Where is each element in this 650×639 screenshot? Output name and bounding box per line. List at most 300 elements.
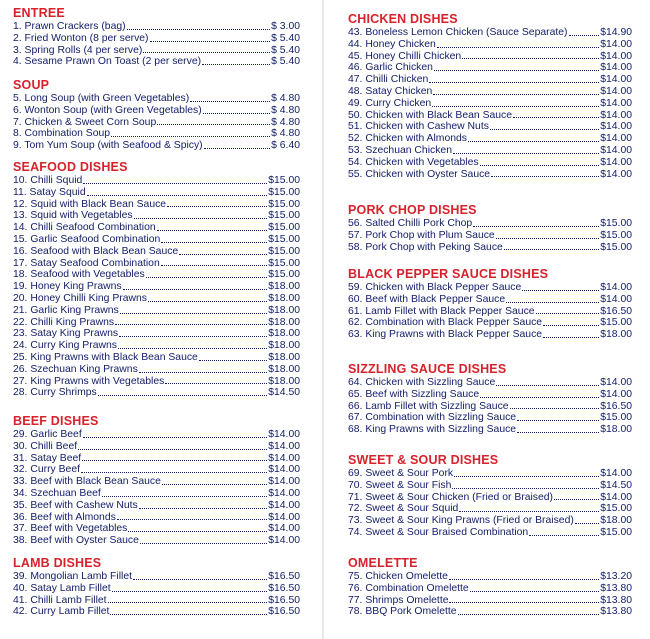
- menu-item-price: $18.00: [268, 340, 300, 352]
- menu-item: [13, 364, 300, 376]
- section-black-pepper-sauce-dishes: [348, 267, 632, 341]
- section-seafood-dishes: [13, 160, 300, 399]
- menu-item-price: $15.00: [600, 218, 632, 229]
- dot-leader: [108, 602, 268, 603]
- section-pork-chop-dishes: [348, 203, 632, 253]
- menu-item-name: 67. Combination with Sizzling Sauce: [348, 412, 517, 424]
- dot-leader: [462, 58, 599, 59]
- dot-leader: [453, 153, 599, 154]
- dot-leader: [190, 101, 270, 102]
- menu-item: [348, 218, 632, 230]
- menu-item: [13, 140, 300, 152]
- menu-item-name: 1. Prawn Crackers (bag): [13, 21, 126, 32]
- menu-item: [13, 340, 300, 352]
- menu-item: [13, 222, 300, 234]
- dot-leader: [98, 395, 267, 396]
- menu-item-price: $15.00: [600, 526, 632, 538]
- menu-item-name: 68. King Prawns with Sizzling Sauce: [348, 424, 517, 436]
- dot-leader: [120, 313, 268, 314]
- menu-item: [13, 571, 300, 583]
- menu-item-price: $14.00: [268, 452, 300, 464]
- menu-item: [13, 512, 300, 524]
- section-sizzling-sauce-dishes: [348, 362, 632, 436]
- dot-leader: [115, 324, 267, 325]
- menu-item-price: $14.00: [600, 144, 632, 156]
- menu-item-name: 40. Satay Lamb Fillet: [13, 582, 111, 594]
- menu-item-price: $15.00: [600, 241, 632, 253]
- menu-item-price: $18.00: [268, 281, 300, 293]
- dot-leader: [491, 176, 599, 177]
- menu-item-price: $ 4.80: [271, 93, 300, 104]
- menu-item-price: $13.80: [600, 582, 632, 594]
- dot-leader: [87, 195, 268, 196]
- dot-leader: [165, 383, 267, 384]
- menu-item-price: $15.00: [600, 317, 632, 329]
- menu-item-name: 73. Sweet & Sour King Prawns (Fried or Braised): [348, 515, 574, 527]
- menu-item-name: 5. Long Soup (with Green Vegetables): [13, 93, 190, 104]
- menu-item-price: $15.00: [268, 186, 300, 198]
- menu-item-price: $18.00: [600, 515, 632, 527]
- menu-item: [13, 535, 300, 547]
- dot-leader: [117, 519, 267, 520]
- menu-item-price: $16.50: [268, 571, 300, 582]
- menu-item-price: $15.00: [600, 503, 632, 515]
- dot-leader: [432, 106, 599, 107]
- menu-item-name: 6. Wonton Soup (with Green Vegetables): [13, 104, 202, 116]
- dot-leader: [536, 313, 600, 314]
- dot-leader: [204, 148, 270, 149]
- menu-item: [13, 56, 300, 68]
- dot-leader: [110, 614, 267, 615]
- menu-item-name: 42. Curry Lamb Fillet: [13, 606, 110, 618]
- section-title: SEAFOOD DISHES: [13, 160, 128, 174]
- menu-item: [348, 571, 632, 583]
- dot-leader: [496, 238, 600, 239]
- menu-item-price: $ 4.80: [271, 104, 300, 116]
- menu-item-price: $14.00: [600, 377, 632, 388]
- menu-item-name: 57. Pork Chop with Plum Sauce: [348, 229, 495, 241]
- menu-item-price: $ 3.00: [271, 21, 300, 32]
- menu-item-price: $14.00: [600, 74, 632, 86]
- menu-item: [13, 305, 300, 317]
- menu-item-name: 11. Satay Squid: [13, 186, 86, 198]
- menu-item-name: 26. Szechuan King Prawns: [13, 363, 138, 375]
- menu-item-price: $ 5.40: [271, 56, 300, 68]
- dot-leader: [118, 348, 267, 349]
- dot-leader: [543, 325, 599, 326]
- menu-item: [13, 21, 300, 33]
- menu-item: [348, 480, 632, 492]
- menu-item: [13, 595, 300, 607]
- menu-item-price: $14.00: [268, 487, 300, 499]
- menu-item: [348, 329, 632, 341]
- menu-item-name: 43. Boneless Lemon Chicken (Sauce Separate): [348, 27, 568, 38]
- menu-item-price: $14.90: [600, 27, 632, 38]
- menu-item-price: $14.00: [600, 388, 632, 400]
- menu-item: [13, 387, 300, 399]
- menu-item-price: $14.00: [600, 85, 632, 97]
- menu-item-price: $16.50: [600, 305, 632, 317]
- menu-item: [348, 306, 632, 318]
- menu-item-price: $15.00: [268, 245, 300, 257]
- menu-item: [348, 98, 632, 110]
- menu-item: [348, 282, 632, 294]
- dot-leader: [434, 70, 599, 71]
- menu-item: [348, 86, 632, 98]
- dot-leader: [112, 591, 268, 592]
- menu-item-name: 2. Fried Wonton (8 per serve): [13, 32, 149, 44]
- menu-item-name: 54. Chicken with Vegetables: [348, 156, 479, 168]
- dot-leader: [148, 301, 267, 302]
- menu-item: [348, 412, 632, 424]
- menu-item: [13, 441, 300, 453]
- section-title: PORK CHOP DISHES: [348, 203, 477, 217]
- menu-item: [13, 429, 300, 441]
- menu-item-price: $14.00: [600, 168, 632, 180]
- dot-leader: [459, 511, 599, 512]
- dot-leader: [199, 360, 267, 361]
- menu-item-name: 71. Sweet & Sour Chicken (Fried or Braised): [348, 491, 554, 503]
- menu-item: [13, 117, 300, 129]
- menu-item-name: 12. Squid with Black Bean Sauce: [13, 198, 167, 210]
- menu-item-price: $16.50: [268, 594, 300, 606]
- section-title: ENTREE: [13, 6, 65, 20]
- menu-item-name: 29. Garlic Beef: [13, 429, 82, 440]
- dot-leader: [504, 249, 599, 250]
- menu-item-price: $14.00: [600, 97, 632, 109]
- menu-item-price: $18.00: [268, 328, 300, 340]
- menu-item-price: $14.00: [600, 468, 632, 479]
- menu-column-left: [0, 0, 324, 639]
- dot-leader: [111, 136, 270, 137]
- menu-item: [13, 464, 300, 476]
- menu-item-name: 16. Seafood with Black Bean Sauce: [13, 245, 179, 257]
- menu-item-price: $14.00: [600, 156, 632, 168]
- menu-item-name: 41. Chilli Lamb Fillet: [13, 594, 107, 606]
- menu-item-price: $ 4.80: [271, 128, 300, 140]
- menu-item: [13, 246, 300, 258]
- menu-item-name: 24. Curry King Prawns: [13, 340, 117, 352]
- menu-item: [348, 51, 632, 63]
- menu-item-price: $14.50: [268, 387, 300, 399]
- section-omelette: [348, 556, 632, 618]
- menu-item: [348, 169, 632, 181]
- menu-item: [348, 401, 632, 413]
- menu-item-price: $13.80: [600, 606, 632, 618]
- menu-item-price: $14.00: [600, 121, 632, 133]
- section-title: OMELETTE: [348, 556, 418, 570]
- menu-item-name: 62. Combination with Black Pepper Sauce: [348, 317, 543, 329]
- menu-item-price: $15.00: [268, 198, 300, 210]
- menu-item-price: $14.00: [268, 523, 300, 535]
- menu-item: [13, 175, 300, 187]
- dot-leader: [510, 408, 600, 409]
- dot-leader: [139, 372, 267, 373]
- menu-item: [348, 583, 632, 595]
- dot-leader: [123, 289, 268, 290]
- section-chicken-dishes: [348, 12, 632, 180]
- section-title: CHICKEN DISHES: [348, 12, 458, 26]
- dot-leader: [529, 535, 599, 536]
- dot-leader: [133, 579, 267, 580]
- menu-item-price: $15.00: [600, 412, 632, 424]
- menu-item-name: 51. Chicken with Cashew Nuts: [348, 121, 489, 133]
- dot-leader: [81, 472, 267, 473]
- dot-leader: [554, 499, 599, 500]
- menu-item-name: 19. Honey King Prawns: [13, 281, 122, 293]
- menu-item-price: $14.00: [268, 464, 300, 476]
- menu-item-price: $14.00: [268, 440, 300, 452]
- menu-item: [348, 606, 632, 618]
- menu-item-name: 69. Sweet & Sour Pork: [348, 468, 454, 479]
- menu-item-name: 7. Chicken & Sweet Corn Soup: [13, 116, 157, 128]
- menu-item-price: $18.00: [600, 329, 632, 341]
- dot-leader: [102, 496, 267, 497]
- menu-item-price: $18.00: [268, 304, 300, 316]
- menu-item-price: $15.00: [268, 222, 300, 234]
- menu-item-name: 52. Chicken with Almonds: [348, 133, 467, 145]
- menu-item: [348, 39, 632, 51]
- menu-item: [348, 242, 632, 254]
- dot-leader: [490, 129, 599, 130]
- menu-item-name: 72. Sweet & Sour Squid: [348, 503, 459, 515]
- dot-leader: [480, 397, 599, 398]
- dot-leader: [150, 41, 271, 42]
- menu-item-name: 15. Garlic Seafood Combination: [13, 233, 161, 245]
- menu-item: [13, 33, 300, 45]
- menu-item-price: $13.80: [600, 594, 632, 606]
- menu-item-price: $ 5.40: [271, 44, 300, 56]
- menu-item: [13, 328, 300, 340]
- menu-item-price: $14.00: [268, 429, 300, 440]
- dot-leader: [161, 265, 267, 266]
- dot-leader: [449, 602, 599, 603]
- menu-column-right: [324, 0, 650, 639]
- menu-item-price: $18.00: [268, 375, 300, 387]
- section-title: BEEF DISHES: [13, 414, 99, 428]
- menu-item-name: 53. Szechuan Chicken: [348, 144, 452, 156]
- menu-item-name: 21. Garlic King Prawns: [13, 304, 119, 316]
- menu-item-name: 75. Chicken Omelette: [348, 571, 448, 582]
- menu-item-price: $18.00: [268, 292, 300, 304]
- menu-item-name: 23. Satay King Prawns: [13, 328, 119, 340]
- menu-item: [348, 230, 632, 242]
- dot-leader: [162, 484, 267, 485]
- menu-item-price: $14.00: [268, 476, 300, 488]
- section-title: LAMB DISHES: [13, 556, 102, 570]
- menu-item-name: 70. Sweet & Sour Fish: [348, 479, 452, 491]
- dot-leader: [157, 124, 270, 125]
- menu-item: [13, 210, 300, 222]
- menu-item: [13, 293, 300, 305]
- menu-item-price: $14.50: [600, 479, 632, 491]
- menu-item-name: 31. Satay Beef: [13, 452, 82, 464]
- menu-item: [348, 595, 632, 607]
- menu-item: [348, 515, 632, 527]
- menu-item-name: 8. Combination Soup: [13, 128, 111, 140]
- dot-leader: [454, 476, 599, 477]
- menu-item: [348, 468, 632, 480]
- menu-item: [348, 492, 632, 504]
- menu-item-price: $14.00: [268, 535, 300, 547]
- dot-leader: [437, 47, 599, 48]
- menu-item-price: $14.00: [600, 62, 632, 74]
- menu-item-name: 4. Sesame Prawn On Toast (2 per serve): [13, 56, 202, 68]
- menu-item-name: 39. Mongolian Lamb Fillet: [13, 571, 132, 582]
- menu-item: [13, 45, 300, 57]
- menu-item-name: 77. Shrimps Omelette: [348, 594, 449, 606]
- menu-item-price: $18.00: [600, 424, 632, 436]
- menu-item-price: $15.00: [268, 233, 300, 245]
- dot-leader: [128, 531, 267, 532]
- menu-item: [13, 352, 300, 364]
- menu-item-name: 45. Honey Chilli Chicken: [348, 50, 462, 62]
- menu-item: [348, 74, 632, 86]
- menu-item-name: 66. Lamb Fillet with Sizzling Sauce: [348, 400, 509, 412]
- menu-item-name: 35. Beef with Cashew Nuts: [13, 499, 138, 511]
- menu-item-name: 49. Curry Chicken: [348, 97, 432, 109]
- section-title: BLACK PEPPER SAUCE DISHES: [348, 267, 549, 281]
- dot-leader: [496, 385, 599, 386]
- menu-item: [13, 606, 300, 618]
- menu-item-price: $14.00: [600, 38, 632, 50]
- dot-leader: [83, 183, 267, 184]
- dot-leader: [433, 94, 599, 95]
- menu-item: [13, 105, 300, 117]
- menu-item: [13, 187, 300, 199]
- menu-item-price: $14.00: [600, 293, 632, 305]
- menu-item-price: $18.00: [268, 351, 300, 363]
- dot-leader: [452, 488, 599, 489]
- menu-item-price: $ 5.40: [271, 32, 300, 44]
- menu-item-name: 46. Garlic Chicken: [348, 62, 433, 74]
- menu-item-price: $15.00: [268, 269, 300, 281]
- menu-item-name: 36. Beef with Almonds: [13, 511, 116, 523]
- menu-item-name: 25. King Prawns with Black Bean Sauce: [13, 351, 198, 363]
- menu-item-price: $15.00: [268, 175, 300, 186]
- menu-item-name: 33. Beef with Black Bean Sauce: [13, 476, 161, 488]
- menu-item: [348, 27, 632, 39]
- menu-item-name: 44. Honey Chicken: [348, 38, 436, 50]
- menu-item-price: $14.00: [600, 282, 632, 293]
- menu-item-name: 65. Beef with Sizzling Sauce: [348, 388, 480, 400]
- menu-item-price: $14.00: [268, 499, 300, 511]
- menu-item-name: 74. Sweet & Sour Braised Combination: [348, 526, 529, 538]
- menu-item-name: 22. Chilli King Prawns: [13, 316, 115, 328]
- menu-item: [13, 488, 300, 500]
- menu-item: [348, 503, 632, 515]
- dot-leader: [522, 290, 599, 291]
- menu-item-name: 32. Curry Beef: [13, 464, 80, 476]
- menu-item-price: $ 6.40: [271, 140, 300, 152]
- menu-item: [13, 234, 300, 246]
- dot-leader: [119, 336, 267, 337]
- dot-leader: [575, 523, 599, 524]
- section-title: SOUP: [13, 78, 50, 92]
- menu-item: [13, 583, 300, 595]
- menu-item-price: $14.00: [268, 511, 300, 523]
- menu-item-name: 56. Salted Chilli Pork Chop: [348, 218, 473, 229]
- menu-item-price: $18.00: [268, 363, 300, 375]
- menu-item-name: 18. Seafood with Vegetables: [13, 269, 145, 281]
- dot-leader: [202, 64, 270, 65]
- menu-item-name: 78. BBQ Pork Omelette: [348, 606, 457, 618]
- menu-item: [348, 133, 632, 145]
- menu-item: [348, 294, 632, 306]
- section-entree: [13, 6, 300, 68]
- menu-item: [348, 424, 632, 436]
- dot-leader: [517, 432, 599, 433]
- dot-leader: [179, 254, 267, 255]
- dot-leader: [506, 302, 599, 303]
- dot-leader: [543, 337, 599, 338]
- menu-item: [13, 523, 300, 535]
- section-soup: [13, 78, 300, 152]
- dot-leader: [468, 141, 599, 142]
- section-beef-dishes: [13, 414, 300, 547]
- section-lamb-dishes: [13, 556, 300, 618]
- menu-item-price: $13.20: [600, 571, 632, 582]
- menu-item-name: 37. Beef with Vegetables: [13, 523, 128, 535]
- menu-item-name: 63. King Prawns with Black Pepper Sauce: [348, 329, 543, 341]
- menu-item-price: $16.50: [268, 582, 300, 594]
- dot-leader: [146, 277, 268, 278]
- menu-item: [348, 145, 632, 157]
- menu-item: [348, 121, 632, 133]
- menu-item-name: 55. Chicken with Oyster Sauce: [348, 168, 491, 180]
- dot-leader: [78, 449, 267, 450]
- menu-item-name: 59. Chicken with Black Pepper Sauce: [348, 282, 522, 293]
- menu-item-name: 30. Chilli Beef: [13, 440, 78, 452]
- menu-item: [13, 476, 300, 488]
- menu-item-price: $15.00: [268, 210, 300, 222]
- menu-item-name: 58. Pork Chop with Peking Sauce: [348, 241, 503, 253]
- menu-item: [13, 258, 300, 270]
- menu-item-name: 3. Spring Rolls (4 per serve): [13, 44, 143, 56]
- menu-item-name: 20. Honey Chilli King Prawns: [13, 292, 147, 304]
- menu-item-price: $16.50: [600, 400, 632, 412]
- dot-leader: [140, 543, 267, 544]
- dot-leader: [82, 460, 267, 461]
- menu-item-name: 13. Squid with Vegetables: [13, 210, 133, 222]
- menu-item: [13, 281, 300, 293]
- menu-item: [13, 453, 300, 465]
- dot-leader: [458, 614, 600, 615]
- menu-item-name: 17. Satay Seafood Combination: [13, 257, 160, 269]
- menu-item-name: 34. Szechuan Beef: [13, 487, 101, 499]
- dot-leader: [161, 242, 267, 243]
- menu-item: [348, 62, 632, 74]
- dot-leader: [480, 165, 600, 166]
- menu-item: [13, 317, 300, 329]
- menu-item: [13, 128, 300, 140]
- dot-leader: [134, 218, 268, 219]
- menu-item: [348, 157, 632, 169]
- dot-leader: [429, 82, 599, 83]
- menu-item-name: 10. Chilli Squid: [13, 175, 83, 186]
- dot-leader: [127, 29, 271, 30]
- menu-item-price: $14.00: [600, 491, 632, 503]
- menu-item-name: 9. Tom Yum Soup (with Seafood & Spicy): [13, 140, 203, 152]
- menu-item-price: $14.00: [600, 109, 632, 121]
- menu-item-price: $15.00: [600, 229, 632, 241]
- menu-item: [348, 317, 632, 329]
- menu-item: [348, 527, 632, 539]
- section-title: SIZZLING SAUCE DISHES: [348, 362, 507, 376]
- menu-item-name: 50. Chicken with Black Bean Sauce: [348, 109, 513, 121]
- menu-item-price: $ 4.80: [271, 116, 300, 128]
- dot-leader: [143, 52, 270, 53]
